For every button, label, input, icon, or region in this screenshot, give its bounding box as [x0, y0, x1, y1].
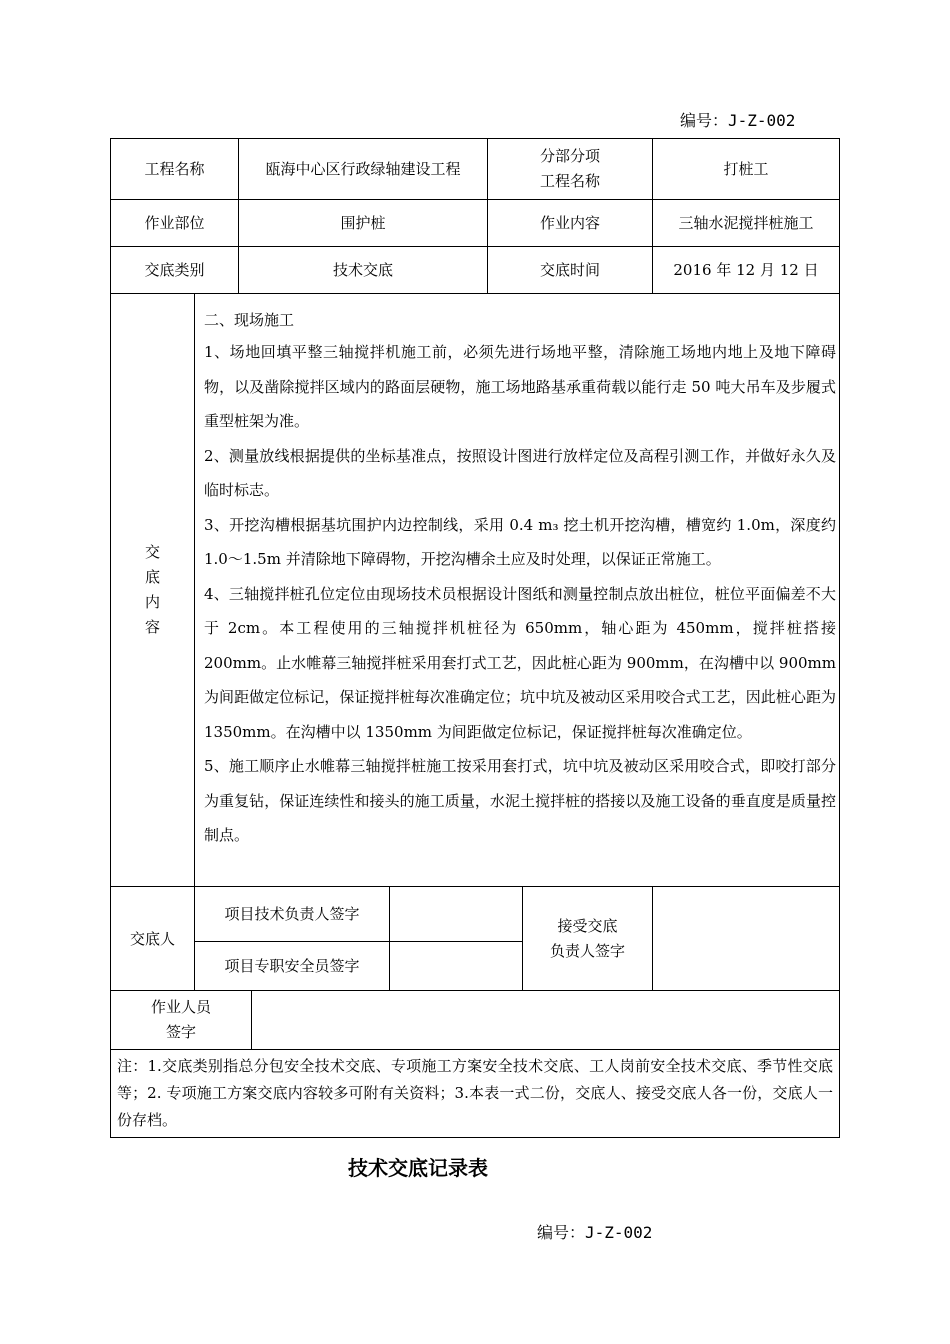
serial-number-bottom: 编号：J-Z-002	[537, 1223, 653, 1242]
table-note: 注：1.交底类别指总分包安全技术交底、专项施工方案安全技术交底、工人岗前安全技术交底、季节性交底等；2. 专项施工方案交底内容较多可附有关资料；3.本表一式二份，交底人、接受交底人各一份，交底人一份存档。	[117, 1057, 833, 1129]
disclosure-type-label: 交底类别	[144, 261, 205, 279]
work-content-value: 三轴水泥搅拌桩施工	[678, 214, 814, 232]
disclosure-type-value: 技术交底	[332, 261, 393, 279]
tech-lead-signature-field[interactable]	[390, 887, 522, 941]
serial-number-top: 编号：J-Z-002	[680, 111, 796, 130]
workers-label-line2: 签字	[165, 1023, 196, 1041]
workers-signature-field[interactable]	[252, 991, 839, 1049]
content-label-char: 容	[144, 618, 160, 636]
discloser-label: 交底人	[129, 929, 175, 948]
disclosure-time-value: 2016 年 12 月 12 日	[673, 261, 819, 279]
sub-project-label	[488, 139, 652, 199]
disclosure-content	[204, 301, 836, 886]
workers-label-line1: 作业人员	[150, 998, 211, 1016]
content-paragraph: 5、施工顺序止水帷幕三轴搅拌桩施工按采用套打式，坑中坑及被动区采用咬合式，即咬打部分为重复钻，保证连续性和接头的施工质量，水泥土搅拌桩的搭接以及施工设备的垂直度是质量控制点。	[204, 757, 836, 844]
content-label-char: 交	[144, 543, 160, 561]
receiver-signature-label	[523, 887, 652, 990]
project-name-value: 瓯海中心区行政绿轴建设工程	[265, 160, 461, 178]
safety-officer-signature-field[interactable]	[390, 942, 522, 990]
disclosure-time-label: 交底时间	[539, 261, 600, 279]
receiver-signature-field[interactable]	[653, 887, 839, 990]
content-paragraph: 3、开挖沟槽根据基坑围护内边控制线，采用 0.4 m₃ 挖土机开挖沟槽，槽宽约 1.0m，深度约 1.0～1.5m 并清除地下障碍物，开挖沟槽余土应及时处理，以保证正常施工。	[204, 515, 836, 568]
work-location-value: 围护桩	[340, 214, 386, 232]
row-divider	[111, 293, 839, 294]
workers-signature-label	[111, 991, 251, 1049]
safety-officer-signature-label: 项目专职安全员签字	[224, 957, 360, 975]
tech-lead-signature-label: 项目技术负责人签字	[224, 905, 360, 923]
work-location-label: 作业部位	[144, 214, 205, 232]
receiver-label-line2: 负责人签字	[549, 941, 625, 960]
content-label	[111, 294, 194, 886]
project-name-label: 工程名称	[144, 160, 205, 178]
row-divider	[111, 1049, 839, 1050]
content-paragraph: 2、测量放线根据提供的坐标基准点，按照设计图进行放样定位及高程引测工作，并做好永久及临时标志。	[204, 446, 836, 499]
receiver-label-line1: 接受交底	[557, 916, 618, 935]
disclosure-record-table	[110, 138, 840, 1138]
sub-project-label-line1: 分部分项	[539, 147, 600, 165]
content-label-char: 内	[144, 593, 160, 611]
sub-project-value: 打桩工	[723, 160, 769, 178]
content-label-char: 底	[144, 568, 160, 586]
content-paragraph: 1、场地回填平整三轴搅拌机施工前，必须先进行场地平整，清除施工场地内地上及地下障碍物，以及凿除搅拌区域内的路面层硬物，施工场地路基承重荷载以能行走 50 吨大吊车及步履式重型桩架为准。	[204, 343, 836, 430]
sub-project-label-line2: 工程名称	[539, 172, 600, 190]
work-content-label: 作业内容	[539, 214, 600, 232]
content-paragraph: 4、三轴搅拌桩孔位定位由现场技术员根据设计图纸和测量控制点放出桩位，桩位平面偏差不大于 2cm。本工程使用的三轴搅拌机桩径为 650mm，轴心距为 450mm，搅拌桩搭接 200mm。止水帷幕三轴搅拌桩采用套打式工艺，因此桩心距为 900mm，在沟槽中以 900mm 为间距做定位标记，保证搅拌桩每次准确定位；坑中坑及被动区采用咬合式工艺，因此桩心距为 1350mm。在沟槽中以 1350mm 为间距做定位标记，保证搅拌桩每次准确定位。	[204, 584, 836, 741]
document-title: 技术交底记录表	[348, 1156, 488, 1180]
col-divider	[194, 293, 195, 990]
content-heading: 二、现场施工	[204, 311, 295, 329]
